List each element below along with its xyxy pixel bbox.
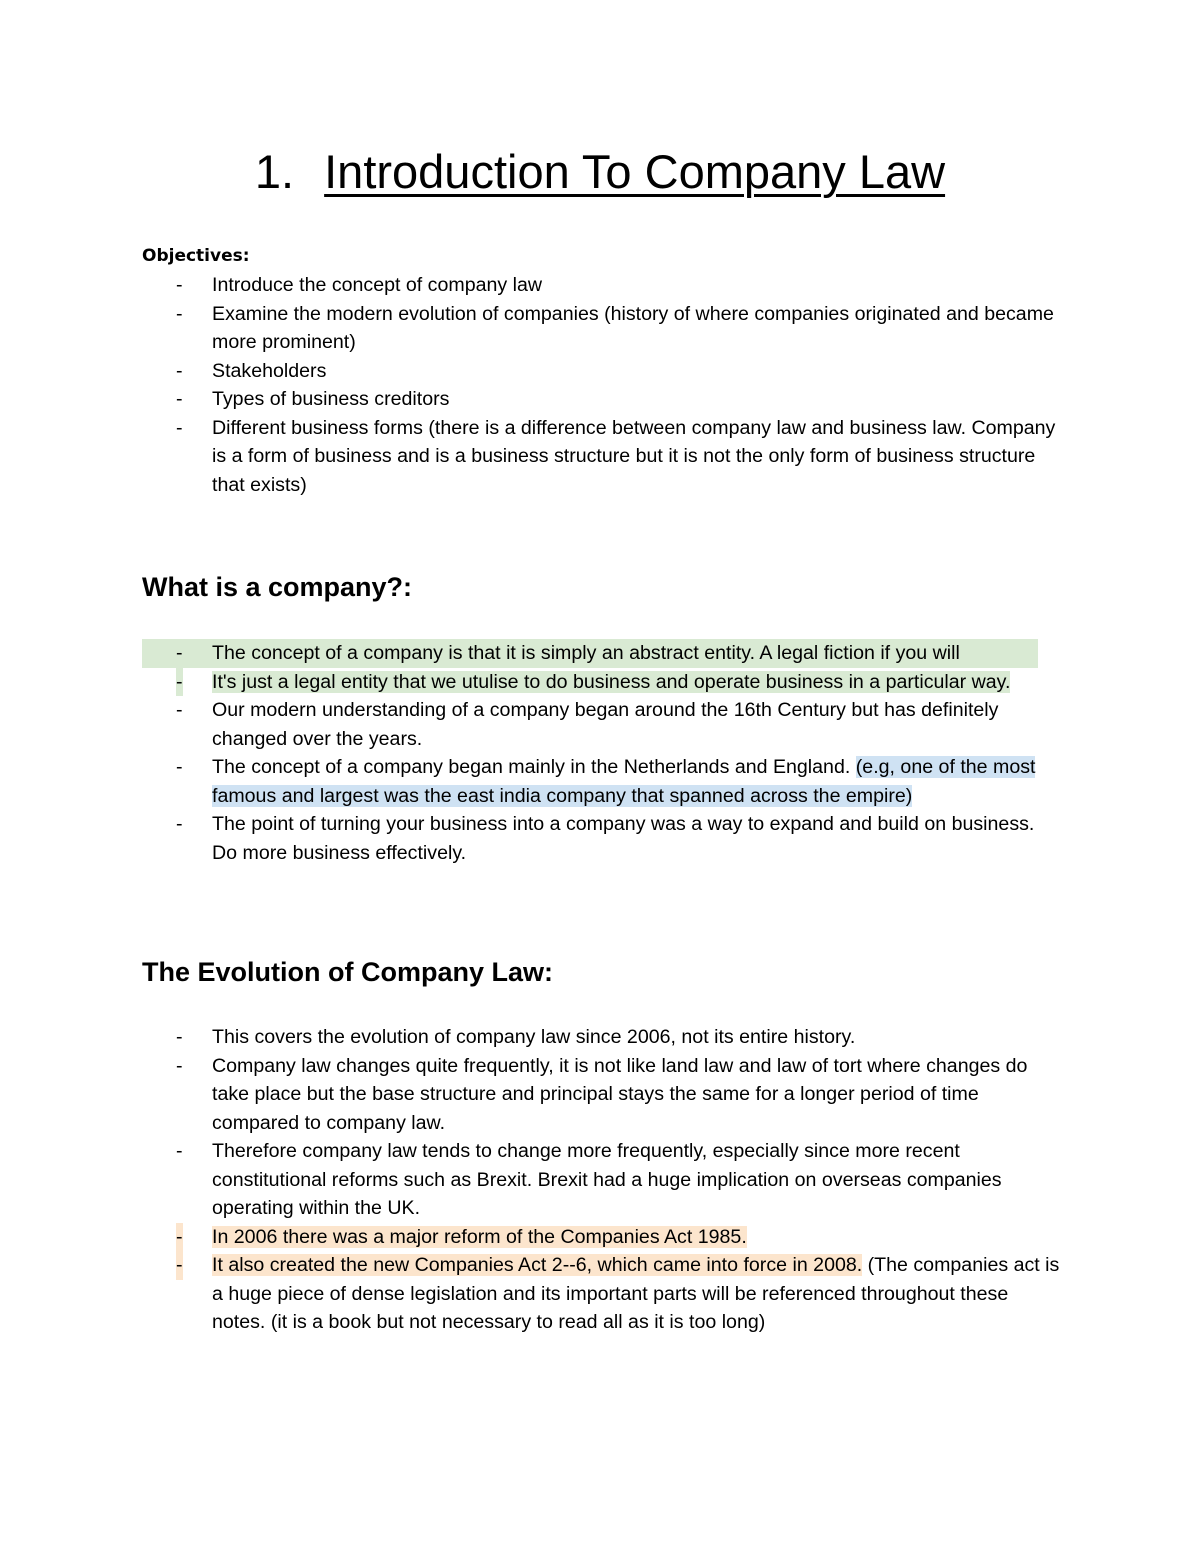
list-item: - Introduce the concept of company law (176, 274, 543, 296)
list-item: - The concept of a company began mainly in the Netherlands and England. (e.g, one of the most famous and largest was the east india company that spanned across the empire) (176, 756, 1036, 807)
title-number: 1. (254, 145, 295, 198)
objectives-label: Objectives: (142, 246, 250, 266)
list-item: - Our modern understanding of a company began around the 16th Century but has definitely changed over the years. (176, 699, 999, 750)
page-title (0, 142, 1200, 202)
list-item: - In 2006 there was a major reform of the Companies Act 1985. (142, 1223, 1062, 1252)
list-item: - Company law changes quite frequently, it is not like land law and law of tort where changes do take place but the base structure and principal stays the same for a longer period of time compared to company law. (176, 1054, 1028, 1134)
list-item: - Therefore company law tends to change more frequently, especially since more recent constitutional reforms such as Brexit. Brexit had a huge implication on overseas companies operating within the UK. (176, 1140, 1002, 1219)
section-heading-what-is-company: What is a company?: (142, 572, 413, 602)
what-is-company-list (142, 639, 1062, 867)
list-item: - It's just a legal entity that we utulise to do business and operate business in a particular way. (142, 668, 1062, 697)
list-item: - This covers the evolution of company law since 2006, not its entire history. (176, 1026, 856, 1048)
list-item: - Examine the modern evolution of companies (history of where companies originated and became more prominent) (176, 302, 1054, 353)
list-item: - Stakeholders (176, 359, 327, 382)
list-item: - The point of turning your business into a company was a way to expand and build on business. Do more business effectively. (176, 813, 1035, 864)
highlighted-example: (e.g, one of the most famous and largest was the east india company that spanned across the empire) (212, 756, 1036, 807)
list-item: - Types of business creditors (176, 388, 450, 410)
list-item: - The concept of a company is that it is simply an abstract entity. A legal fiction if you will (142, 639, 1038, 668)
evolution-list (142, 1023, 1062, 1337)
objectives-list (142, 271, 1062, 499)
section-heading-evolution: The Evolution of Company Law: (142, 957, 553, 987)
title-text: Introduction To Company Law (324, 145, 946, 198)
list-item: - Different business forms (there is a difference between company law and business law. Company is a form of business and is a business structure but it is not the only form of business structure that exists) (176, 416, 1056, 496)
list-item: - It also created the new Companies Act 2--6, which came into force in 2008. (The companies act is a huge piece of dense legislation and its important parts will be referenced throughout these notes. (it is a book but not necessary to read all as it is too long) (142, 1251, 1062, 1337)
